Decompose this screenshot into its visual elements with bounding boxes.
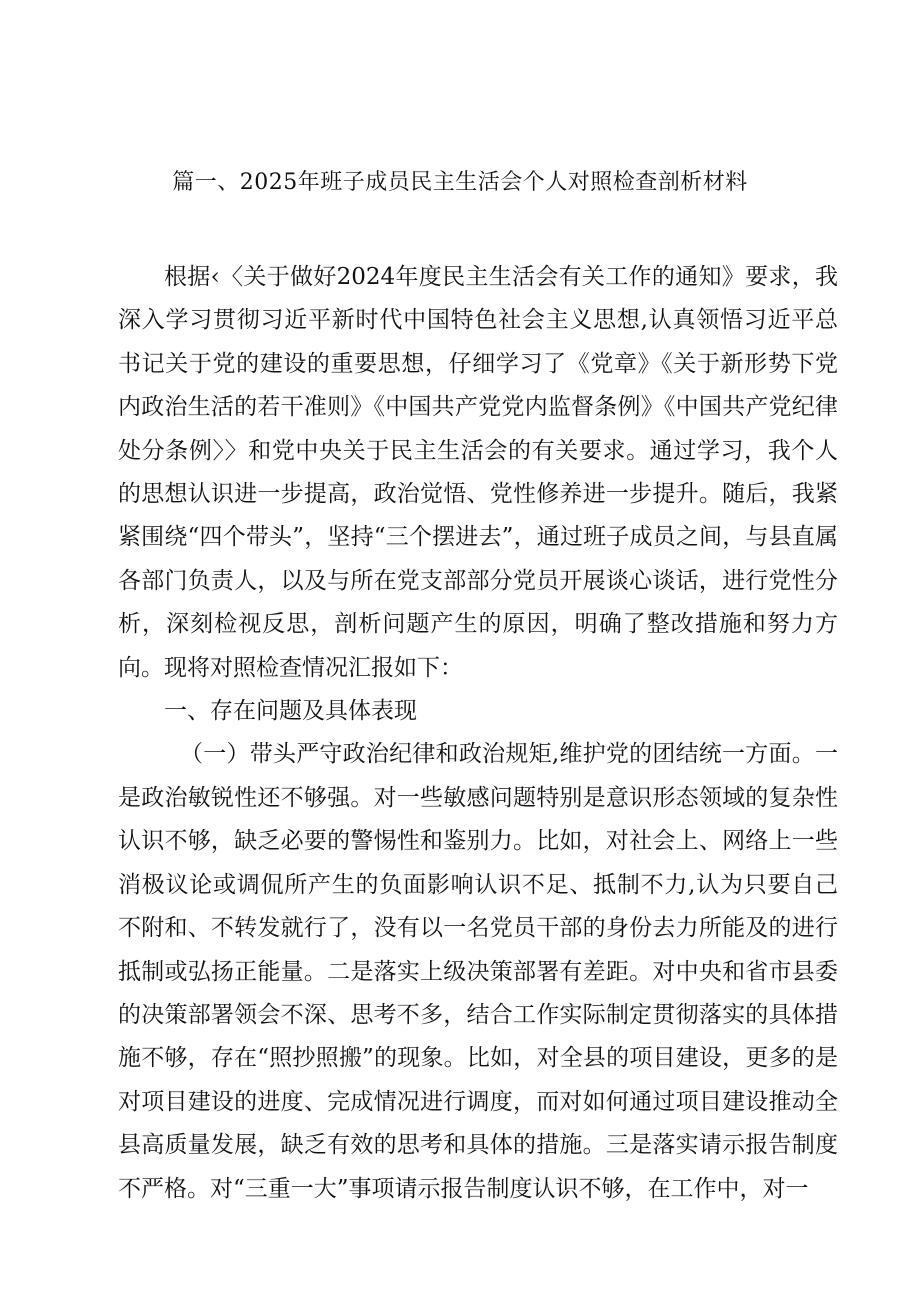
section-heading: 一、存在问题及具体表现	[164, 698, 417, 725]
intro-paragraph: 根据‹〈关于做好2024年度民主生活会有关工作的通知》要求，我深入学习贯彻习近平新时代中国特色社会主义思想,认真领悟习近平总书记关于党的建设的重要思想，仔细学习了《党章》《关于新形势下党内政治生活的若干准则》《中国共产党党内监督条例》《中国共产党纪律处分条例〉〉和党中央关于民主生活会的有关要求。通过学习，我个人的思想认识进一步提高，政治觉悟、党性修养进一步提升。随后，我紧紧围绕“四个带头”，坚持“三个摆进去”，通过班子成员之间，与县直属各部门负责人，以及与所在党支部部分党员开展谈心谈话，进行党性分析，深刻检视反思，剖析问题产生的原因，明确了整改措施和努力方向。现将对照检查情况汇报如下：	[118, 264, 838, 681]
section-item-paragraph: （一）带头严守政治纪律和政治规矩,维护党的团结统一方面。一是政治敏锐性还不够强。对一些敏感问题特别是意识形态领域的复杂性认识不够，缺乏必要的警惕性和鉴别力。比如，对社会上、网络上一些消极议论或调侃所产生的负面影响认识不足、抵制不力,认为只要自己不附和、不转发就行了，没有以一名党员干部的身份去力所能及的进行抵制或弘扬正能量。二是落实上级决策部署有差距。对中央和省市县委的决策部署领会不深、思考不多，结合工作实际制定贯彻落实的具体措施不够，存在“照抄照搬”的现象。比如，对全县的项目建设，更多的是对项目建设的进度、完成情况进行调度，而对如何通过项目建设推动全县高质量发展，缺乏有效的思考和具体的措施。三是落实请示报告制度不严格。对“三重一大”事项请示报告制度认识不够，在工作中，对一	[118, 741, 838, 1202]
document-body	[118, 256, 838, 1211]
document-title: 篇一、2025年班子成员民主生活会个人对照检查剖析材料	[172, 170, 748, 195]
